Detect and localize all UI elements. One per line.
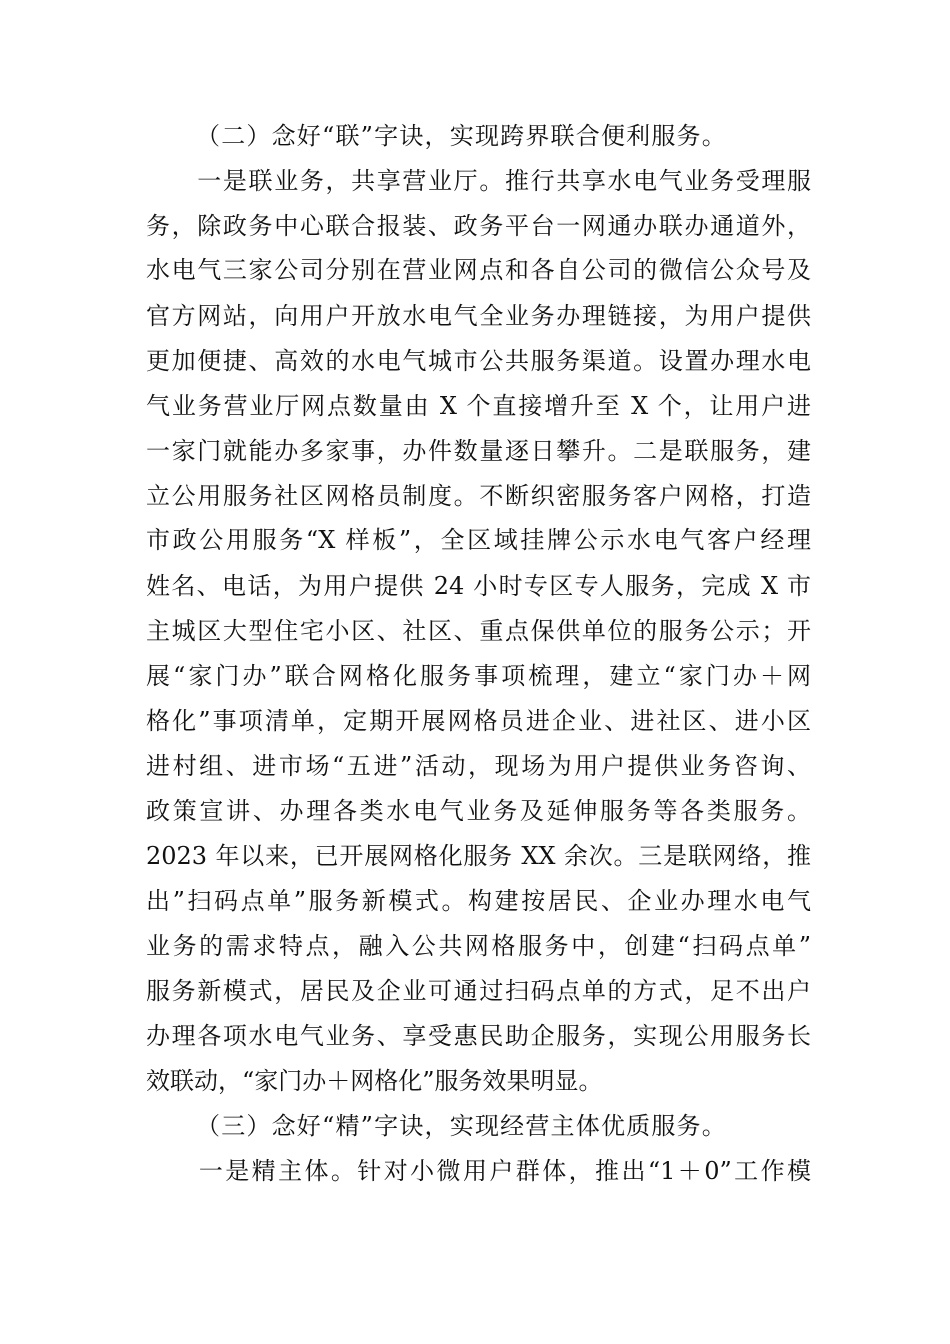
paragraph-line: 2023 年以来，已开展网格化服务 XX 余次。三是联网络，推 bbox=[146, 842, 811, 870]
paragraph-line: 主城区大型住宅小区、社区、重点保供单位的服务公示；开 bbox=[146, 617, 811, 645]
paragraph-line: 一家门就能办多家事，办件数量逐日攀升。二是联服务，建 bbox=[146, 437, 811, 465]
paragraph-line: 更加便捷、高效的水电气城市公共服务渠道。设置办理水电 bbox=[146, 347, 811, 375]
paragraph-line: 市政公用服务“X 样板”，全区域挂牌公示水电气客户经理 bbox=[146, 526, 811, 554]
paragraph-line: 业务的需求特点，融入公共网格服务中，创建“扫码点单” bbox=[146, 932, 811, 960]
paragraph-line: 政策宣讲、办理各类水电气业务及延伸服务等各类服务。 bbox=[146, 797, 811, 825]
section-heading-3: （三）念好“精”字诀，实现经营主体优质服务。 bbox=[196, 1112, 727, 1140]
paragraph-line: 一是精主体。针对小微用户群体，推出“1＋0”工作模 bbox=[146, 1157, 811, 1185]
paragraph-line: 出”扫码点单”服务新模式。构建按居民、企业办理水电气 bbox=[146, 887, 811, 915]
paragraph-line: 官方网站，向用户开放水电气全业务办理链接，为用户提供 bbox=[146, 302, 811, 330]
paragraph-line: 进村组、进市场“五进”活动，现场为用户提供业务咨询、 bbox=[146, 752, 811, 780]
paragraph-line: 一是联业务，共享营业厅。推行共享水电气业务受理服 bbox=[146, 167, 811, 195]
section-heading-2: （二）念好“联”字诀，实现跨界联合便利服务。 bbox=[196, 122, 727, 150]
paragraph-line: 效联动，“家门办＋网格化”服务效果明显。 bbox=[146, 1067, 603, 1095]
paragraph-line: 水电气三家公司分别在营业网点和各自公司的微信公众号及 bbox=[146, 256, 811, 284]
paragraph-line: 气业务营业厅网点数量由 X 个直接增升至 X 个，让用户进 bbox=[146, 392, 811, 420]
paragraph-line: 办理各项水电气业务、享受惠民助企服务，实现公用服务长 bbox=[146, 1022, 811, 1050]
paragraph-line: 务，除政务中心联合报装、政务平台一网通办联办通道外， bbox=[146, 212, 811, 240]
paragraph-line: 立公用服务社区网格员制度。不断织密服务客户网格，打造 bbox=[146, 482, 811, 510]
paragraph-line: 姓名、电话，为用户提供 24 小时专区专人服务，完成 X 市 bbox=[146, 572, 811, 600]
paragraph-line: 格化”事项清单，定期开展网格员进企业、进社区、进小区 bbox=[146, 707, 811, 735]
paragraph-line: 服务新模式，居民及企业可通过扫码点单的方式，足不出户 bbox=[146, 977, 811, 1005]
paragraph-line: 展“家门办”联合网格化服务事项梳理，建立“家门办＋网 bbox=[146, 662, 811, 690]
